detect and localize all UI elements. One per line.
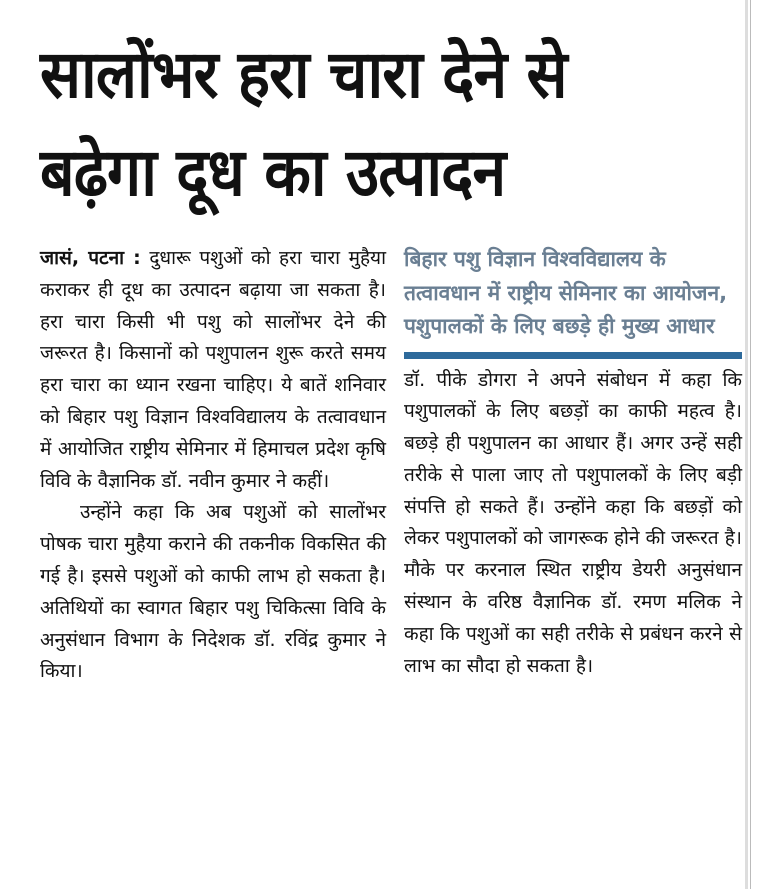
left-column [40, 243, 386, 688]
article-paragraph-1 [40, 243, 386, 497]
kicker-rule [404, 352, 742, 359]
article-paragraph-2: उन्होंने कहा कि अब पशुओं को सालोंभर पोषक चारा मुहैया कराने की तकनीक विकसित की गई है। इससे पशुओं को काफी लाभ हो सकता है। अतिथियों का स्वागत बिहार पशु चिकित्सा विवि के अनुसंधान विभाग के निदेशक डॉ. रविंद्र कुमार ने किया। [40, 501, 386, 683]
right-column-body: डॉ. पीके डोगरा ने अपने संबोधन में कहा कि पशुपालकों के लिए बछड़ों का काफी महत्व है। बछड़े ही पशुपालन का आधार हैं। अगर उन्हें सही तरीके से पाला जाए तो पशुपालकों के लिए बड़ी संपत्ति हो सकते हैं। उन्होंने कहा कि बछड़ों को लेकर पशुपालकों को जागरूक होने की जरूरत है। मौके पर करनाल स्थित राष्ट्रीय डेयरी अनुसंधान संस्थान के वरिष्ठ वैज्ञानिक डॉ. रमण मलिक ने कहा कि पशुओं का सही तरीके से प्रबंधन करने से लाभ का सौदा हो सकता है। [404, 368, 742, 677]
column-divider-line [750, 0, 751, 889]
dateline: जासं, पटना : [40, 247, 141, 269]
column-divider [745, 0, 748, 889]
headline: सालोंभर हरा चारा देने से बढ़ेगा दूध का उत्पादन [40, 36, 567, 211]
kicker-subheadline: बिहार पशु विज्ञान विश्वविद्यालय के तत्वावधान में राष्ट्रीय सेमिनार का आयोजन, पशुपालकों के लिए बछड़े ही मुख्य आधार [404, 247, 728, 338]
right-column [404, 243, 742, 682]
paragraph-1-text: दुधारू पशुओं को हरा चारा मुहैया कराकर ही दूध का उत्पादन बढ़ाया जा सकता है। हरा चारा किसी भी पशु को सालोंभर देने की जरूरत है। किसानों को पशुपालन शुरू करते समय हरा चारा का ध्यान रखना चाहिए। ये बातें शनिवार को बिहार पशु विज्ञान विश्वविद्यालय के तत्वावधान में आयोजित राष्ट्रीय सेमिनार में हिमाचल प्रदेश कृषि विवि के वैज्ञानिक डॉ. नवीन कुमार ने कहीं। [40, 247, 386, 492]
